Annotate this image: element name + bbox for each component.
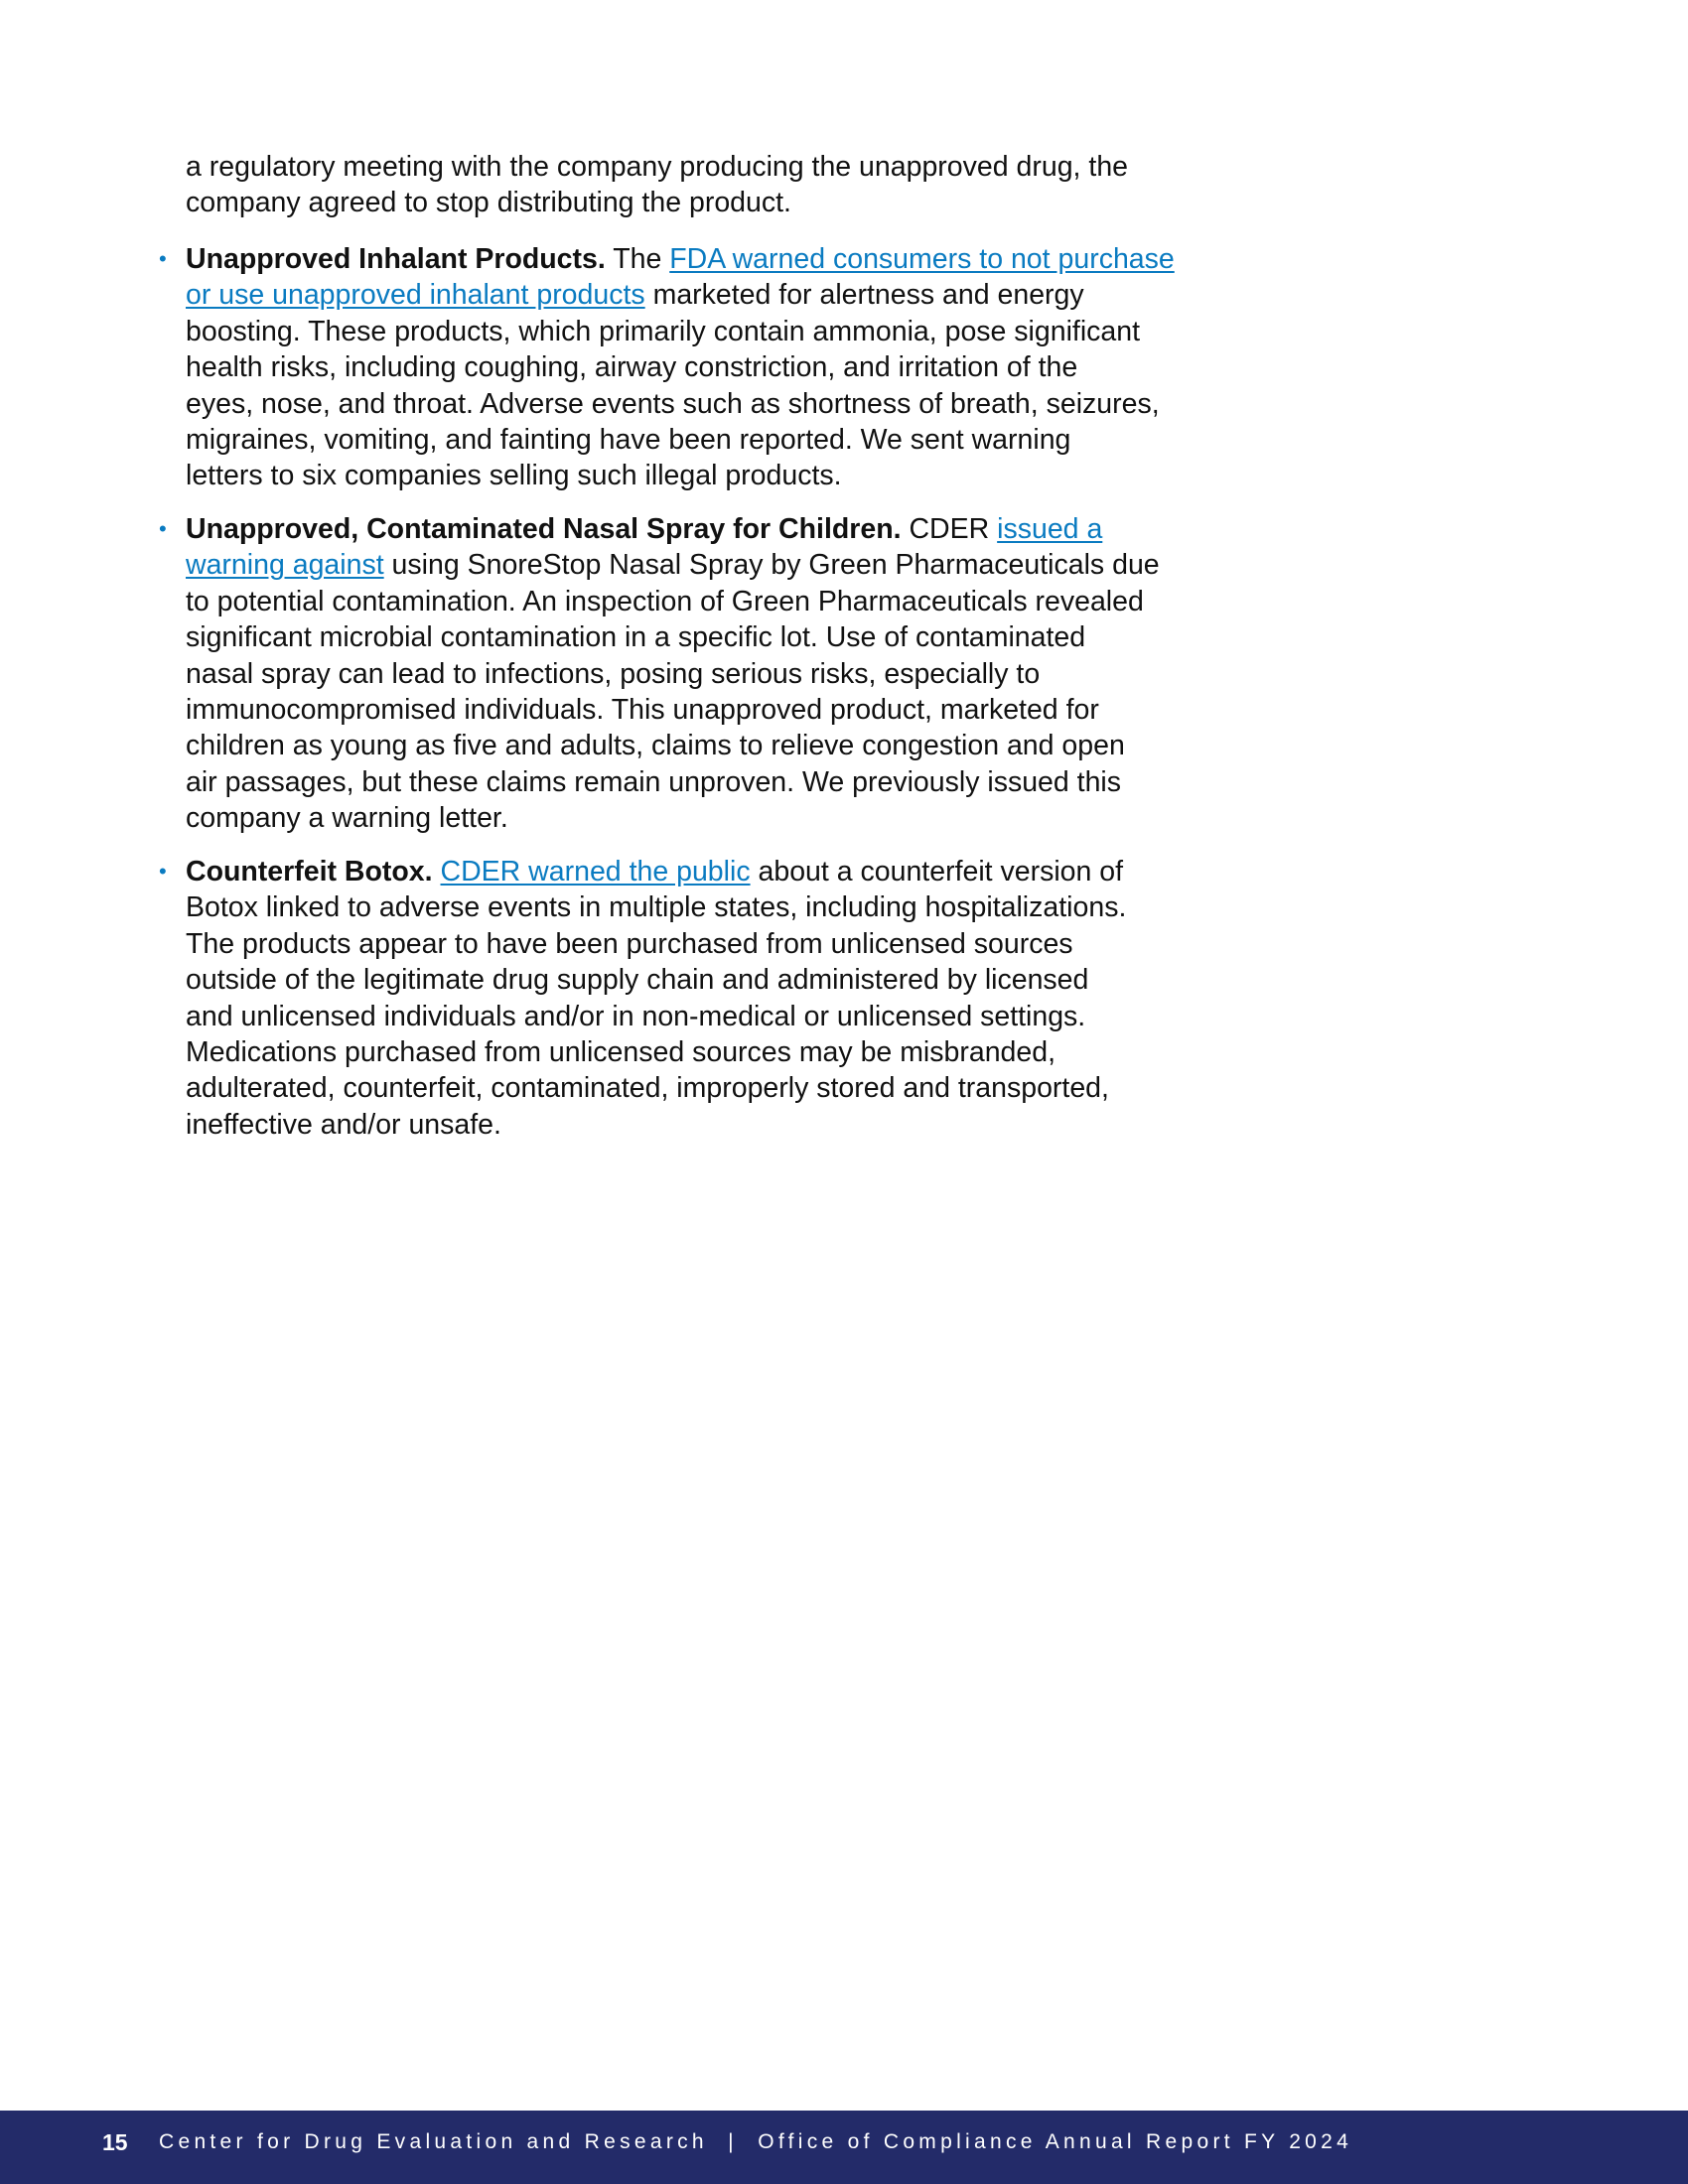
text-run: about a counterfeit version of <box>750 856 1124 887</box>
text-line <box>186 185 1128 220</box>
text-run: boosting. These products, which primarily contain ammonia, pose significant <box>186 315 1141 347</box>
text-line <box>186 349 1175 385</box>
text-run: letters to six companies selling such illegal products. <box>186 460 842 492</box>
text-run: air passages, but these claims remain unproven. We previously issued this <box>186 765 1122 798</box>
text-run: Botox linked to adverse events in multiple states, including hospitalizations. <box>186 891 1127 924</box>
bullet-counterfeit-botox <box>159 854 1127 1143</box>
text-run: using SnoreStop Nasal Spray by Green Pharmaceuticals due <box>383 549 1160 582</box>
text-line <box>186 889 1126 925</box>
bullet-icon: • <box>159 859 167 884</box>
paragraph-continuation <box>186 149 1128 221</box>
text-run: migraines, vomiting, and fainting have been reported. We sent warning <box>186 424 1071 457</box>
text-line <box>186 241 1175 277</box>
text-run: adulterated, counterfeit, contaminated, improperly stored and transported, <box>186 1072 1109 1105</box>
bullet-nasal-spray <box>159 511 1160 837</box>
text-line <box>186 1070 1126 1106</box>
text-line <box>186 962 1126 998</box>
text-line <box>186 1034 1126 1070</box>
text-run: significant microbial contamination in a specific lot. Use of contaminated <box>186 621 1086 654</box>
text-run: outside of the legitimate drug supply chain and administered by licensed <box>186 964 1089 997</box>
text-line <box>186 314 1175 349</box>
text-line <box>186 277 1175 313</box>
bullet-inhalant-products <box>159 241 1175 494</box>
hyperlink[interactable]: or use unapproved inhalant products <box>186 279 645 312</box>
text-run: company a warning letter. <box>186 802 508 835</box>
text-line <box>186 1107 1126 1143</box>
bullet-icon: • <box>159 246 167 271</box>
text-line <box>186 511 1160 547</box>
bullet-icon: • <box>159 516 167 541</box>
text-line <box>186 800 1160 836</box>
text-run: marketed for alertness and energy <box>644 279 1084 312</box>
text-run: Medications purchased from unlicensed sources may be misbranded, <box>186 1036 1056 1069</box>
text-run: immunocompromised individuals. This unapproved product, marketed for <box>186 694 1099 727</box>
text-line <box>186 149 1128 185</box>
text-run: company agreed to stop distributing the product. <box>186 187 791 219</box>
page-footer <box>0 2111 1688 2184</box>
text-line <box>186 547 1160 583</box>
text-line <box>186 764 1160 800</box>
text-line <box>186 999 1126 1034</box>
text-run: to potential contamination. An inspection of Green Pharmaceuticals revealed <box>186 585 1144 617</box>
text-run: CDER <box>901 513 998 545</box>
bullet-heading: Unapproved Inhalant Products. <box>186 243 606 275</box>
text-run: ineffective and/or unsafe. <box>186 1108 501 1141</box>
text-run: children as young as five and adults, claims to relieve congestion and open <box>186 730 1125 762</box>
text-run: health risks, including coughing, airway constriction, and irritation of the <box>186 351 1078 384</box>
text-run: a regulatory meeting with the company producing the unapproved drug, the <box>186 151 1129 183</box>
text-run: The <box>605 243 670 275</box>
text-line <box>186 692 1160 728</box>
text-line <box>186 422 1175 458</box>
hyperlink[interactable]: issued a <box>997 513 1103 545</box>
bullet-heading: Unapproved, Contaminated Nasal Spray for Children. <box>186 513 902 545</box>
text-line <box>186 386 1175 422</box>
text-run: The products appear to have been purchased from unlicensed sources <box>186 927 1073 960</box>
text-run: and unlicensed individuals and/or in non-medical or unlicensed settings. <box>186 1000 1086 1032</box>
text-line <box>186 656 1160 692</box>
hyperlink[interactable]: warning against <box>186 549 384 582</box>
text-line <box>186 728 1160 763</box>
text-run: eyes, nose, and throat. Adverse events such as shortness of breath, seizures, <box>186 387 1160 420</box>
text-run: nasal spray can lead to infections, posing serious risks, especially to <box>186 657 1041 690</box>
text-line <box>186 458 1175 493</box>
hyperlink[interactable]: CDER warned the public <box>440 856 751 887</box>
page-number: 15 <box>102 2129 128 2155</box>
text-line <box>186 619 1160 655</box>
hyperlink[interactable]: FDA warned consumers to not purchase <box>669 243 1175 275</box>
text-line <box>186 584 1160 619</box>
footer-title: Center for Drug Evaluation and Research | Office of Compliance Annual Report FY 2024 <box>159 2130 1353 2153</box>
text-line <box>186 926 1126 962</box>
bullet-heading: Counterfeit Botox. <box>186 856 433 887</box>
text-line <box>186 854 1126 889</box>
text-run <box>433 856 441 887</box>
